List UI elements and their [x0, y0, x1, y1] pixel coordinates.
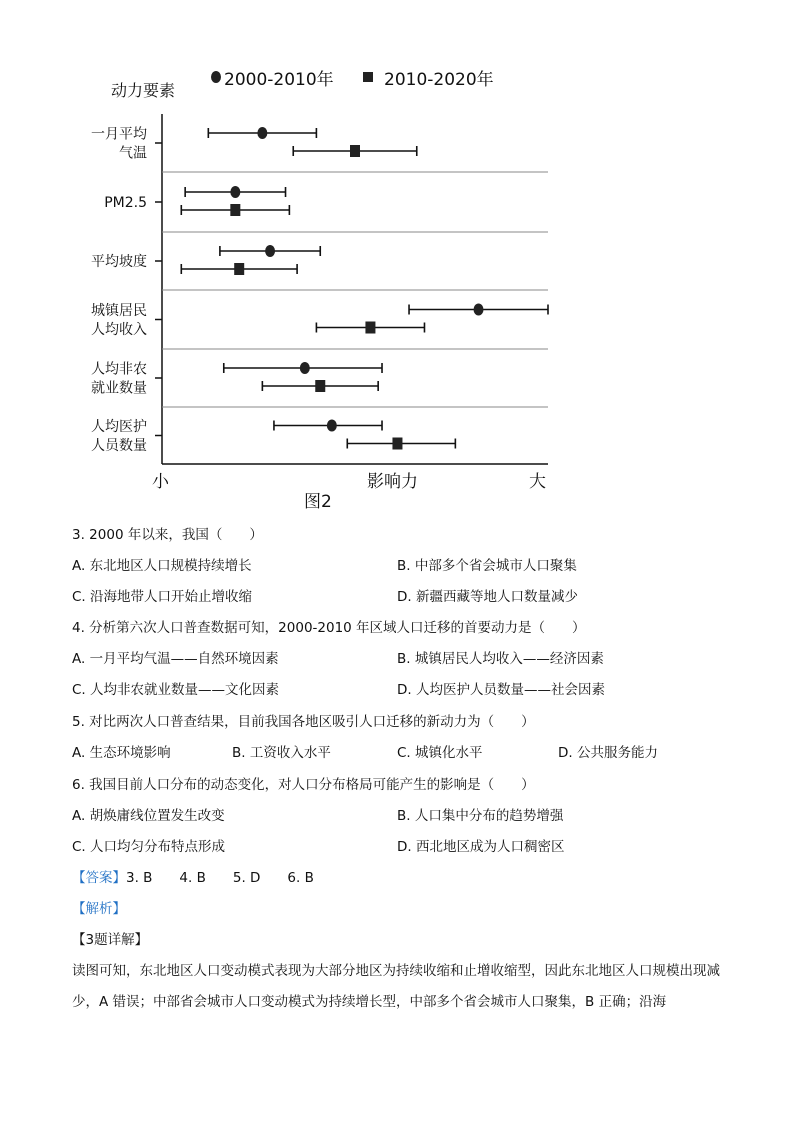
- q4-option-d: D. 人均医护人员数量——社会因素: [397, 682, 605, 698]
- category-label-1-line-2: 气温: [119, 145, 147, 162]
- category-label-6-line-1: 人均医护: [91, 419, 147, 435]
- question-5-stem: 5. 对比两次人口普查结果，目前我国各地区吸引人口迁移的新动力为（ ）: [72, 714, 535, 730]
- q4-option-c: C. 人均非农就业数量——文化因素: [72, 682, 280, 698]
- q5-option-a: A. 生态环境影响: [72, 745, 171, 761]
- q6-option-a: A. 胡焕庸线位置发生改变: [72, 808, 225, 824]
- q3-option-b: B. 中部多个省会城市人口聚集: [397, 558, 577, 574]
- point-circle-s1-c5: [300, 362, 310, 374]
- error-bars: [181, 127, 548, 450]
- answer-text: 3. B 4. B 5. D 6. B: [126, 870, 314, 886]
- x-axis-left-label: 小: [152, 472, 169, 492]
- legend-label-2010-2020: 2010-2020年: [384, 70, 494, 90]
- point-square-s2-c5: [315, 380, 325, 392]
- x-axis-label: 影响力: [367, 472, 418, 492]
- point-square-s2-c2: [230, 204, 240, 216]
- q3-option-a: A. 东北地区人口规模持续增长: [72, 558, 252, 574]
- q6-option-d: D. 西北地区成为人口稠密区: [397, 839, 565, 855]
- category-label-4-line-2: 人均收入: [91, 322, 147, 338]
- q6-option-c: C. 人口均匀分布特点形成: [72, 839, 226, 855]
- answer-line: [72, 869, 314, 887]
- point-square-s2-c1: [350, 145, 360, 157]
- detail-paragraph: 读图可知，东北地区人口变动模式表现为大部分地区为持续收缩和止增收缩型，因此东北地区人口规模出现减少，A 错误；中部省会城市人口变动模式为持续增长型，中部多个省会城市人口聚集，B 正确；沿海: [72, 963, 720, 1010]
- answer-label: 【答案】: [72, 870, 126, 886]
- q3-option-d: D. 新疆西藏等地人口数量减少: [397, 589, 578, 605]
- chart-legend: [211, 69, 494, 90]
- point-circle-s1-c1: [257, 127, 267, 139]
- figure-caption: 图2: [304, 492, 332, 512]
- detail-label: 【3题详解】: [72, 932, 149, 948]
- analysis-label: 【解析】: [72, 901, 126, 917]
- question-4-stem: 4. 分析第六次人口普查数据可知，2000-2010 年区域人口迁移的首要动力是（ ）: [72, 620, 586, 636]
- category-label-1-line-1: 一月平均: [91, 126, 147, 143]
- q5-option-d: D. 公共服务能力: [558, 745, 658, 761]
- q3-option-c: C. 沿海地带人口开始止增收缩: [72, 589, 253, 605]
- category-label-4-line-1: 城镇居民: [91, 303, 147, 319]
- point-circle-s1-c4: [474, 304, 484, 316]
- question-6-stem: 6. 我国目前人口分布的动态变化，对人口分布格局可能产生的影响是（ ）: [72, 777, 535, 793]
- chart-axes: [155, 114, 548, 464]
- q5-option-c: C. 城镇化水平: [397, 745, 483, 761]
- q4-option-b: B. 城镇居民人均收入——经济因素: [397, 651, 604, 667]
- q5-option-b: B. 工资收入水平: [232, 745, 331, 761]
- legend-circle-marker: [211, 71, 221, 83]
- legend-square-marker: [363, 72, 373, 82]
- legend-label-2000-2010: 2000-2010年: [224, 70, 334, 90]
- category-label-2-line-1: PM2.5: [104, 195, 147, 211]
- point-circle-s1-c3: [265, 245, 275, 257]
- category-label-6-line-2: 人员数量: [91, 438, 147, 454]
- figure-2-chart: [0, 0, 794, 520]
- category-label-5-line-2: 就业数量: [91, 380, 147, 397]
- point-square-s2-c3: [234, 263, 244, 275]
- category-label-5-line-1: 人均非农: [91, 361, 147, 378]
- y-axis-title: 动力要素: [111, 81, 176, 100]
- x-axis-right-label: 大: [529, 472, 546, 492]
- question-3-stem: 3. 2000 年以来，我国（ ）: [72, 527, 263, 543]
- point-circle-s1-c6: [327, 420, 337, 432]
- point-square-s2-c4: [365, 322, 375, 334]
- category-label-3-line-1: 平均坡度: [91, 254, 147, 270]
- point-square-s2-c6: [392, 438, 402, 450]
- category-labels: [91, 127, 147, 455]
- point-circle-s1-c2: [230, 186, 240, 198]
- q4-option-a: A. 一月平均气温——自然环境因素: [72, 651, 279, 667]
- q6-option-b: B. 人口集中分布的趋势增强: [397, 808, 564, 824]
